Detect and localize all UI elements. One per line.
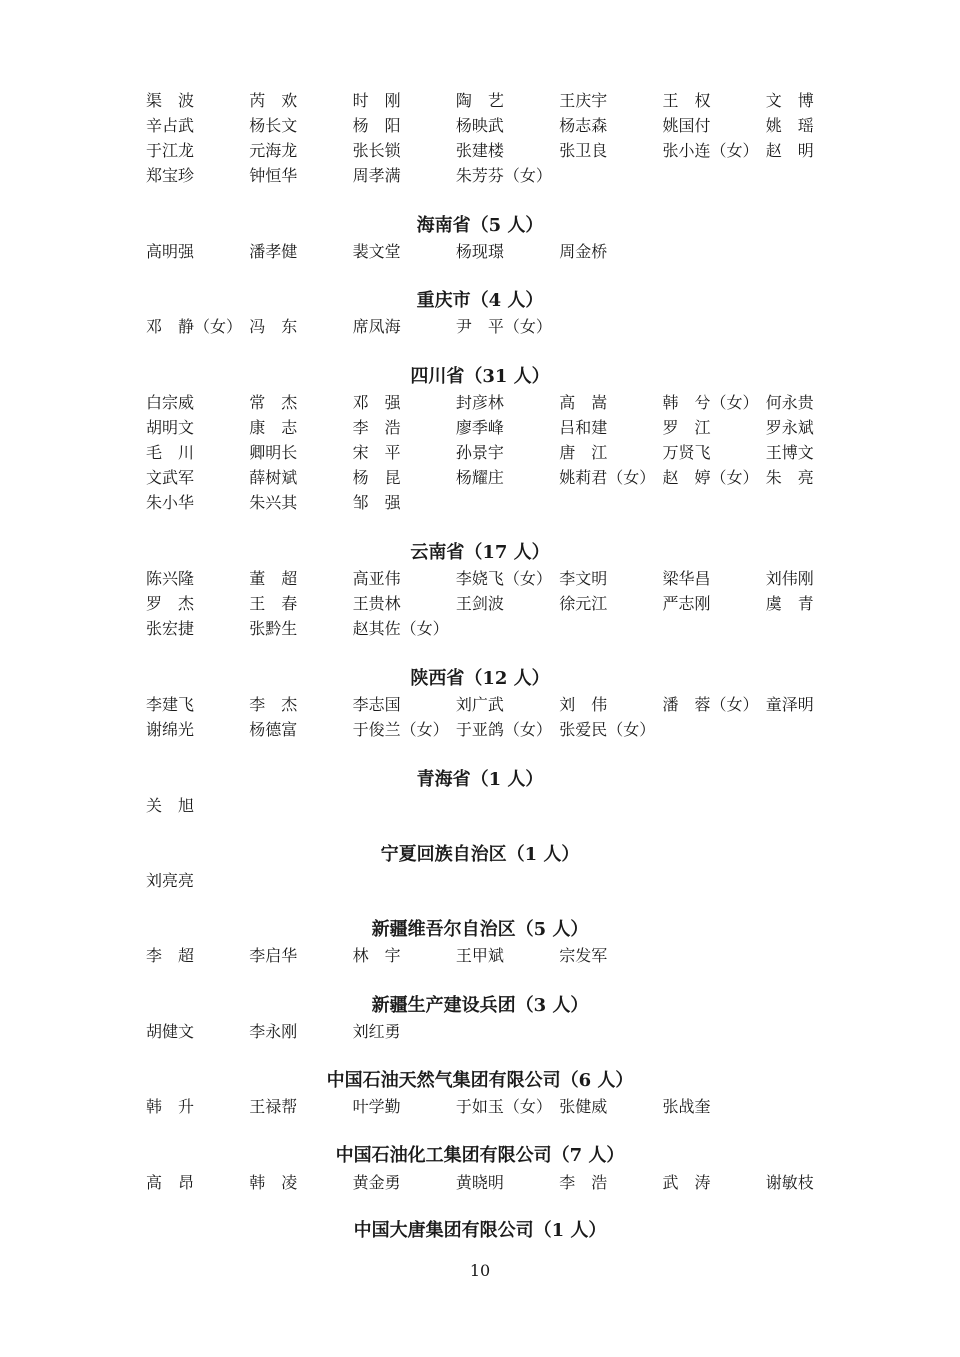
person-name: 辛占武 — [146, 116, 195, 136]
person-name: 梁华昌 — [662, 569, 711, 588]
section-heading: 宁夏回族自治区（1 人） — [380, 844, 580, 865]
person-name: 李 浩 — [352, 418, 401, 438]
person-name: 韩 兮（女） — [662, 393, 759, 412]
section-heading: 陕西省（12 人） — [410, 668, 550, 689]
person-name: 何永贵 — [765, 393, 814, 412]
person-name: 康 志 — [249, 418, 298, 438]
person-name: 杨 阳 — [352, 116, 401, 136]
person-name: 于亚鸽（女） — [455, 720, 552, 740]
section-heading: 中国石油天然气集团有限公司（6 人） — [326, 1070, 634, 1091]
person-name: 谢敏枝 — [765, 1173, 814, 1192]
section-heading: 海南省（5 人） — [416, 215, 544, 236]
person-name: 李建飞 — [146, 695, 195, 714]
person-name: 张长锁 — [352, 141, 401, 161]
person-name: 杨长文 — [249, 116, 298, 136]
person-name: 杨德富 — [249, 720, 298, 740]
person-name: 常 杰 — [249, 393, 298, 412]
person-name: 罗 江 — [662, 418, 711, 438]
person-name: 叶学勤 — [352, 1097, 401, 1116]
person-name: 胡健文 — [146, 1022, 195, 1041]
person-name: 于俊兰（女） — [352, 720, 449, 740]
person-name: 高亚伟 — [352, 569, 401, 588]
person-name: 王剑波 — [455, 594, 504, 614]
person-name: 王 春 — [249, 594, 298, 614]
person-name: 朱小华 — [146, 493, 195, 513]
person-name: 关 旭 — [146, 796, 195, 815]
person-name: 王贵林 — [352, 594, 401, 614]
person-name: 王庆宇 — [559, 91, 608, 110]
person-name: 郑宝珍 — [146, 166, 195, 186]
person-name: 张宏捷 — [146, 619, 195, 639]
person-name: 高 嵩 — [559, 393, 608, 412]
person-name: 吕和建 — [559, 418, 608, 438]
person-name: 刘伟刚 — [765, 569, 814, 588]
person-name: 杨 昆 — [352, 468, 401, 488]
person-name: 邓 强 — [352, 393, 401, 412]
person-name: 尹 平（女） — [455, 317, 552, 336]
person-name: 周孝满 — [352, 166, 401, 186]
person-name: 张小连（女） — [662, 141, 759, 161]
person-name: 封彦林 — [455, 393, 504, 412]
person-name: 韩 凌 — [249, 1173, 298, 1192]
person-name: 张健威 — [559, 1097, 608, 1116]
person-name: 芮 欢 — [249, 91, 298, 110]
person-name: 薛树斌 — [249, 468, 298, 488]
page-number: 10 — [469, 1261, 491, 1280]
person-name: 钟恒华 — [249, 166, 298, 186]
person-name: 虞 青 — [765, 594, 814, 614]
person-name: 赵 明 — [765, 141, 814, 161]
person-name: 李 超 — [146, 946, 195, 965]
person-name: 冯 东 — [249, 317, 298, 336]
person-name: 谢绵光 — [146, 720, 195, 740]
person-name: 宗发军 — [559, 946, 608, 965]
person-name: 朱兴其 — [249, 493, 298, 513]
section-heading: 重庆市（4 人） — [416, 290, 544, 311]
person-name: 李启华 — [249, 946, 298, 965]
person-name: 朱 亮 — [765, 468, 814, 488]
person-name: 陶 艺 — [455, 91, 504, 110]
person-name: 于江龙 — [146, 141, 195, 161]
person-name: 朱芳芬（女） — [455, 166, 552, 186]
person-name: 文武军 — [146, 468, 195, 488]
person-name: 武 涛 — [662, 1173, 711, 1192]
person-name: 卿明长 — [249, 443, 298, 463]
person-name: 李 浩 — [559, 1173, 608, 1192]
person-name: 黄金勇 — [352, 1173, 401, 1192]
person-name: 陈兴隆 — [146, 569, 195, 588]
person-name: 刘 伟 — [559, 695, 608, 714]
person-name: 张爱民（女） — [559, 720, 656, 740]
person-name: 席凤海 — [352, 317, 401, 336]
person-name: 周金桥 — [559, 242, 608, 261]
person-name: 唐 江 — [559, 443, 608, 463]
person-name: 罗永斌 — [765, 418, 814, 438]
section-heading: 新疆维吾尔自治区（5 人） — [371, 919, 589, 940]
person-name: 姚 瑶 — [765, 116, 814, 136]
person-name: 杨耀庄 — [455, 468, 504, 488]
person-name: 王 权 — [662, 91, 711, 110]
person-name: 毛 川 — [146, 443, 195, 463]
person-name: 童泽明 — [765, 695, 814, 714]
person-name: 杨志森 — [559, 116, 608, 136]
person-name: 杨现璟 — [455, 242, 504, 261]
section-heading: 中国石油化工集团有限公司（7 人） — [335, 1145, 625, 1166]
person-name: 严志刚 — [662, 594, 711, 614]
person-name: 王甲斌 — [455, 946, 504, 965]
person-name: 王禄帮 — [249, 1097, 298, 1116]
person-name: 赵其佐（女） — [352, 619, 449, 639]
person-name: 姚莉君（女） — [559, 468, 656, 488]
person-name: 罗 杰 — [146, 594, 195, 614]
person-name: 时 刚 — [352, 91, 401, 110]
person-name: 李 杰 — [249, 695, 298, 714]
person-name: 李永刚 — [249, 1022, 298, 1041]
person-name: 潘 蓉（女） — [662, 695, 759, 714]
person-name: 渠 波 — [146, 91, 195, 110]
section-heading: 四川省（31 人） — [410, 366, 550, 387]
person-name: 李娆飞（女） — [455, 569, 552, 588]
person-name: 元海龙 — [249, 141, 298, 161]
section-heading: 云南省（17 人） — [410, 542, 550, 563]
person-name: 姚国付 — [662, 116, 711, 136]
person-name: 董 超 — [249, 569, 298, 588]
person-name: 刘亮亮 — [146, 871, 195, 890]
person-name: 张黔生 — [249, 619, 298, 639]
person-name: 孙景宇 — [455, 443, 504, 463]
person-name: 李文明 — [559, 569, 608, 588]
person-name: 徐元江 — [559, 594, 608, 614]
person-name: 宋 平 — [352, 443, 401, 463]
person-name: 白宗威 — [146, 393, 195, 412]
person-name: 胡明文 — [146, 418, 195, 438]
person-name: 文 博 — [765, 91, 814, 110]
person-name: 张战奎 — [662, 1097, 711, 1116]
person-name: 黄晓明 — [455, 1173, 504, 1192]
person-name: 杨映武 — [455, 116, 504, 136]
person-name: 潘孝健 — [249, 242, 298, 261]
person-name: 高明强 — [146, 242, 195, 261]
person-name: 李志国 — [352, 695, 401, 714]
section-heading: 中国大唐集团有限公司（1 人） — [353, 1220, 607, 1241]
section-heading: 新疆生产建设兵团（3 人） — [371, 995, 589, 1016]
person-name: 王博文 — [765, 443, 814, 463]
person-name: 邓 静（女） — [146, 317, 243, 336]
person-name: 韩 升 — [146, 1097, 195, 1116]
person-name: 邹 强 — [352, 493, 401, 513]
person-name: 高 昂 — [146, 1173, 195, 1192]
person-name: 裴文堂 — [352, 242, 401, 261]
person-name: 张卫良 — [559, 141, 608, 161]
section-heading: 青海省（1 人） — [416, 769, 544, 790]
person-name: 万贤飞 — [662, 443, 711, 463]
person-name: 刘红勇 — [352, 1022, 401, 1041]
person-name: 廖季峰 — [455, 418, 504, 438]
person-name: 赵 婷（女） — [662, 468, 759, 488]
person-name: 林 宇 — [352, 946, 401, 965]
person-name: 张建楼 — [455, 141, 504, 161]
person-name: 刘广武 — [455, 695, 504, 714]
person-name: 于如玉（女） — [455, 1097, 552, 1116]
